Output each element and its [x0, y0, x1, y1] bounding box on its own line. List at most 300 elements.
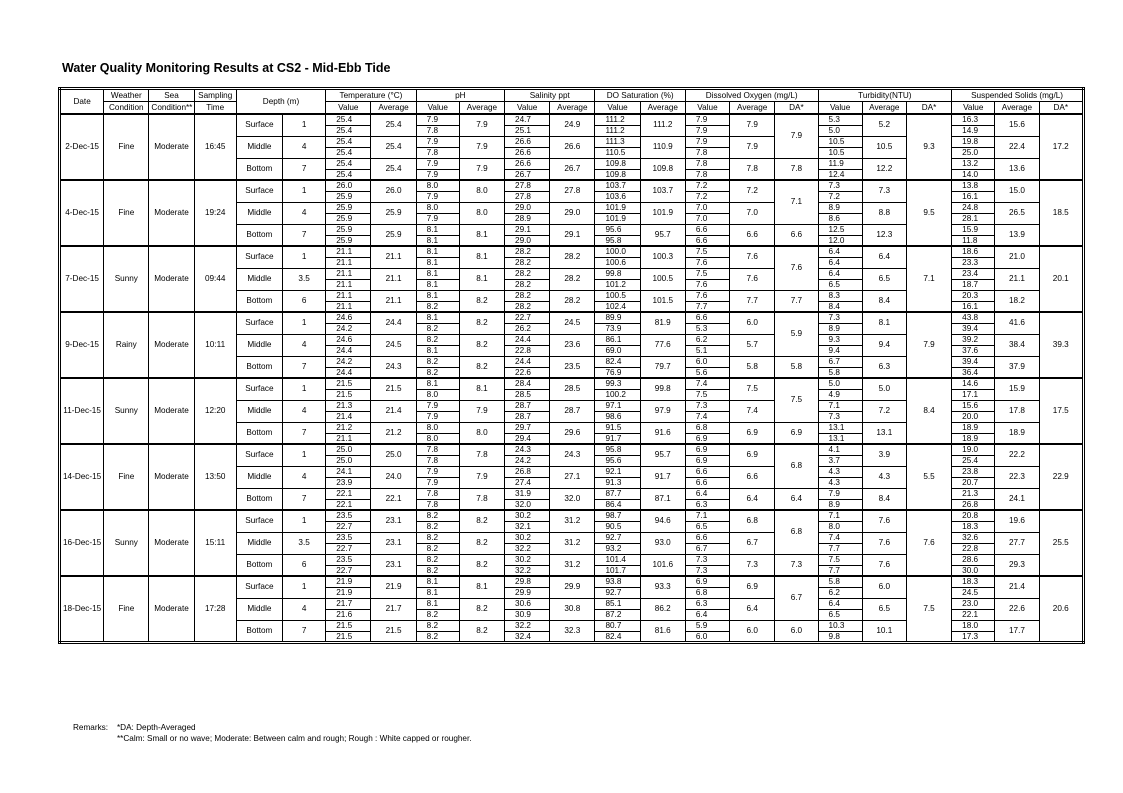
dissolved-oxygen-value: 6.4	[685, 609, 729, 620]
turbidity-value: 6.4	[818, 257, 862, 268]
do-saturation-value: 91.5	[595, 422, 640, 433]
dissolved-oxygen-average: 7.5	[730, 378, 775, 400]
dissolved-oxygen-average: 6.9	[730, 576, 775, 598]
suspended-solids-value: 20.3	[952, 290, 995, 301]
dissolved-oxygen-value: 5.3	[685, 323, 729, 334]
turbidity-average: 6.0	[862, 576, 906, 598]
ph-value: 8.0	[416, 389, 459, 400]
do-saturation-value: 111.2	[595, 114, 640, 125]
dissolved-oxygen-bottom-da: 6.4	[775, 488, 818, 510]
temperature-value: 22.7	[326, 565, 371, 576]
turbidity-value: 6.5	[818, 279, 862, 290]
sampling-time-cell: 09:44	[194, 246, 236, 312]
turbidity-average: 6.5	[862, 268, 906, 290]
temperature-average: 21.7	[371, 598, 416, 620]
suspended-solids-da: 17.2	[1039, 114, 1083, 180]
header-sampling: Sampling	[194, 89, 236, 102]
salinity-average: 30.8	[550, 598, 595, 620]
depth-level-cell: Bottom	[236, 356, 282, 378]
depth-value-cell: 1	[283, 510, 326, 532]
ph-value: 8.2	[416, 554, 459, 565]
dissolved-oxygen-value: 7.0	[685, 213, 729, 224]
dissolved-oxygen-bottom-da: 6.0	[775, 620, 818, 642]
do-saturation-average: 87.1	[640, 488, 685, 510]
dissolved-oxygen-average: 7.6	[730, 246, 775, 268]
suspended-solids-average: 13.6	[995, 158, 1039, 180]
turbidity-average: 10.5	[862, 136, 906, 158]
dissolved-oxygen-value: 6.7	[685, 543, 729, 554]
salinity-value: 30.2	[505, 510, 550, 521]
weather-cell: Sunny	[104, 378, 149, 444]
ph-value: 8.2	[416, 334, 459, 345]
ph-average: 7.8	[459, 444, 504, 466]
dissolved-oxygen-value: 6.9	[685, 576, 729, 587]
suspended-solids-average: 37.9	[995, 356, 1039, 378]
dissolved-oxygen-value: 7.2	[685, 180, 729, 191]
salinity-value: 24.2	[505, 455, 550, 466]
salinity-value: 32.2	[505, 565, 550, 576]
salinity-value: 27.8	[505, 191, 550, 202]
temperature-value: 21.2	[326, 422, 371, 433]
suspended-solids-value: 17.3	[952, 631, 995, 642]
suspended-solids-value: 18.3	[952, 521, 995, 532]
do-saturation-average: 100.5	[640, 268, 685, 290]
turbidity-value: 3.7	[818, 455, 862, 466]
turbidity-average: 5.0	[862, 378, 906, 400]
suspended-solids-value: 23.4	[952, 268, 995, 279]
salinity-value: 32.4	[505, 631, 550, 642]
ph-value: 8.2	[416, 620, 459, 631]
temperature-average: 25.4	[371, 114, 416, 136]
salinity-value: 28.7	[505, 400, 550, 411]
ph-average: 7.9	[459, 158, 504, 180]
dissolved-oxygen-average: 7.7	[730, 290, 775, 312]
salinity-value: 29.0	[505, 202, 550, 213]
turbidity-value: 5.8	[818, 367, 862, 378]
sampling-time-cell: 17:28	[194, 576, 236, 642]
depth-level-cell: Middle	[236, 268, 282, 290]
temperature-value: 21.9	[326, 576, 371, 587]
salinity-average: 23.6	[550, 334, 595, 356]
turbidity-value: 4.3	[818, 466, 862, 477]
turbidity-value: 5.3	[818, 114, 862, 125]
salinity-average: 26.6	[550, 136, 595, 158]
do-saturation-value: 80.7	[595, 620, 640, 631]
dissolved-oxygen-average: 6.9	[730, 444, 775, 466]
salinity-value: 27.4	[505, 477, 550, 488]
temperature-value: 21.1	[326, 433, 371, 444]
suspended-solids-value: 14.9	[952, 125, 995, 136]
temperature-value: 25.9	[326, 224, 371, 235]
do-saturation-value: 99.3	[595, 378, 640, 389]
header-suspended-solids: Suspended Solids (mg/L)	[952, 89, 1084, 102]
salinity-average: 29.1	[550, 224, 595, 246]
turbidity-value: 12.5	[818, 224, 862, 235]
depth-level-cell: Surface	[236, 114, 282, 136]
salinity-value: 24.4	[505, 334, 550, 345]
depth-level-cell: Bottom	[236, 620, 282, 642]
header-dissolved-oxygen: Dissolved Oxygen (mg/L)	[685, 89, 818, 102]
dissolved-oxygen-average: 7.8	[730, 158, 775, 180]
suspended-solids-value: 17.1	[952, 389, 995, 400]
sampling-time-cell: 13:50	[194, 444, 236, 510]
dissolved-oxygen-average: 7.2	[730, 180, 775, 202]
header-do-da: DA*	[775, 102, 818, 115]
do-saturation-average: 99.8	[640, 378, 685, 400]
header-turbidity: Turbidity(NTU)	[818, 89, 952, 102]
dissolved-oxygen-da: 7.5	[775, 378, 818, 422]
temperature-value: 21.1	[326, 246, 371, 257]
do-saturation-value: 95.8	[595, 235, 640, 246]
suspended-solids-value: 20.8	[952, 510, 995, 521]
depth-level-cell: Surface	[236, 576, 282, 598]
ph-value: 8.1	[416, 257, 459, 268]
sea-condition-cell: Moderate	[149, 312, 194, 378]
dissolved-oxygen-average: 5.8	[730, 356, 775, 378]
header-ss-average: Average	[995, 102, 1039, 115]
header-depth: Depth (m)	[236, 89, 325, 115]
ph-average: 8.2	[459, 598, 504, 620]
turbidity-value: 13.1	[818, 433, 862, 444]
turbidity-value: 9.4	[818, 345, 862, 356]
dissolved-oxygen-value: 6.3	[685, 598, 729, 609]
ph-value: 8.2	[416, 631, 459, 642]
ph-value: 8.0	[416, 202, 459, 213]
remark-depth-averaged: *DA: Depth-Averaged	[117, 723, 196, 732]
do-saturation-value: 91.7	[595, 433, 640, 444]
header-ph-average: Average	[459, 102, 504, 115]
salinity-average: 31.2	[550, 554, 595, 576]
salinity-value: 28.2	[505, 268, 550, 279]
ph-value: 8.0	[416, 180, 459, 191]
turbidity-value: 7.3	[818, 312, 862, 323]
do-saturation-average: 93.3	[640, 576, 685, 598]
temperature-value: 21.5	[326, 389, 371, 400]
depth-level-cell: Surface	[236, 246, 282, 268]
suspended-solids-value: 18.3	[952, 576, 995, 587]
turbidity-average: 7.3	[862, 180, 906, 202]
salinity-average: 27.8	[550, 180, 595, 202]
dissolved-oxygen-value: 6.0	[685, 356, 729, 367]
ph-value: 8.1	[416, 576, 459, 587]
temperature-value: 21.7	[326, 598, 371, 609]
ph-average: 8.1	[459, 378, 504, 400]
suspended-solids-value: 43.8	[952, 312, 995, 323]
turbidity-da: 7.6	[906, 510, 951, 576]
salinity-value: 28.2	[505, 279, 550, 290]
ph-value: 7.9	[416, 114, 459, 125]
salinity-average: 26.7	[550, 158, 595, 180]
turbidity-average: 8.8	[862, 202, 906, 224]
do-saturation-value: 92.7	[595, 587, 640, 598]
weather-cell: Fine	[104, 114, 149, 180]
dissolved-oxygen-value: 7.6	[685, 290, 729, 301]
dissolved-oxygen-average: 7.3	[730, 554, 775, 576]
dissolved-oxygen-average: 7.9	[730, 136, 775, 158]
weather-cell: Fine	[104, 180, 149, 246]
do-saturation-value: 87.7	[595, 488, 640, 499]
salinity-value: 22.8	[505, 345, 550, 356]
suspended-solids-average: 15.9	[995, 378, 1039, 400]
temperature-average: 25.4	[371, 158, 416, 180]
temperature-value: 21.1	[326, 301, 371, 312]
ph-value: 7.9	[416, 169, 459, 180]
ph-value: 8.2	[416, 301, 459, 312]
header-ss-da: DA*	[1039, 102, 1083, 115]
salinity-value: 32.1	[505, 521, 550, 532]
ph-value: 8.2	[416, 510, 459, 521]
salinity-average: 29.9	[550, 576, 595, 598]
ph-value: 8.1	[416, 345, 459, 356]
weather-cell: Fine	[104, 576, 149, 642]
header-turb-value: Value	[818, 102, 862, 115]
header-turb-da: DA*	[906, 102, 951, 115]
depth-value-cell: 4	[283, 334, 326, 356]
date-cell: 4-Dec-15	[60, 180, 104, 246]
do-saturation-average: 97.9	[640, 400, 685, 422]
turbidity-value: 6.4	[818, 268, 862, 279]
ph-value: 7.9	[416, 191, 459, 202]
do-saturation-average: 109.8	[640, 158, 685, 180]
do-saturation-value: 90.5	[595, 521, 640, 532]
temperature-value: 25.9	[326, 235, 371, 246]
remarks-label: Remarks:	[73, 723, 109, 732]
suspended-solids-value: 14.0	[952, 169, 995, 180]
turbidity-value: 6.5	[818, 609, 862, 620]
suspended-solids-average: 17.8	[995, 400, 1039, 422]
dissolved-oxygen-bottom-da: 6.9	[775, 422, 818, 444]
ph-value: 8.1	[416, 224, 459, 235]
sampling-time-cell: 19:24	[194, 180, 236, 246]
depth-level-cell: Surface	[236, 378, 282, 400]
dissolved-oxygen-value: 6.9	[685, 433, 729, 444]
ph-average: 8.0	[459, 180, 504, 202]
dissolved-oxygen-value: 7.3	[685, 400, 729, 411]
salinity-average: 29.0	[550, 202, 595, 224]
ph-value: 8.0	[416, 422, 459, 433]
dissolved-oxygen-value: 7.5	[685, 268, 729, 279]
do-saturation-value: 111.2	[595, 125, 640, 136]
table-row	[60, 114, 1084, 125]
do-saturation-value: 95.6	[595, 224, 640, 235]
suspended-solids-value: 16.3	[952, 114, 995, 125]
suspended-solids-average: 13.9	[995, 224, 1039, 246]
turbidity-value: 6.7	[818, 356, 862, 367]
turbidity-value: 7.7	[818, 543, 862, 554]
dissolved-oxygen-value: 6.0	[685, 631, 729, 642]
do-saturation-average: 93.0	[640, 532, 685, 554]
ph-average: 8.2	[459, 532, 504, 554]
temperature-average: 24.5	[371, 334, 416, 356]
ph-average: 8.1	[459, 246, 504, 268]
temperature-value: 23.5	[326, 554, 371, 565]
sampling-time-cell: 10:11	[194, 312, 236, 378]
dissolved-oxygen-value: 7.3	[685, 554, 729, 565]
remark-sea-condition: **Calm: Small or no wave; Moderate: Between calm and rough; Rough : White capped or rougher.	[117, 734, 472, 743]
turbidity-average: 7.6	[862, 532, 906, 554]
depth-value-cell: 7	[283, 224, 326, 246]
ph-value: 7.9	[416, 411, 459, 422]
temperature-average: 21.4	[371, 400, 416, 422]
suspended-solids-value: 36.4	[952, 367, 995, 378]
weather-cell: Sunny	[104, 246, 149, 312]
ph-average: 7.9	[459, 466, 504, 488]
header-sea-condition: Condition**	[149, 102, 194, 115]
suspended-solids-da: 20.6	[1039, 576, 1083, 642]
depth-value-cell: 1	[283, 576, 326, 598]
ph-average: 8.2	[459, 290, 504, 312]
turbidity-value: 8.4	[818, 301, 862, 312]
temperature-average: 21.2	[371, 422, 416, 444]
do-saturation-value: 100.0	[595, 246, 640, 257]
header-turb-average: Average	[862, 102, 906, 115]
depth-value-cell: 1	[283, 378, 326, 400]
salinity-value: 32.2	[505, 543, 550, 554]
do-saturation-value: 73.9	[595, 323, 640, 334]
temperature-value: 24.6	[326, 312, 371, 323]
ph-value: 7.8	[416, 125, 459, 136]
temperature-value: 24.4	[326, 345, 371, 356]
turbidity-value: 12.4	[818, 169, 862, 180]
suspended-solids-average: 27.7	[995, 532, 1039, 554]
ph-average: 8.0	[459, 202, 504, 224]
depth-value-cell: 3.5	[283, 532, 326, 554]
ph-value: 7.9	[416, 400, 459, 411]
do-saturation-average: 110.9	[640, 136, 685, 158]
sea-condition-cell: Moderate	[149, 246, 194, 312]
salinity-value: 30.2	[505, 532, 550, 543]
depth-level-cell: Bottom	[236, 158, 282, 180]
salinity-value: 29.8	[505, 576, 550, 587]
turbidity-average: 7.6	[862, 510, 906, 532]
temperature-value: 21.3	[326, 400, 371, 411]
page-title: Water Quality Monitoring Results at CS2 - Mid-Ebb Tide	[62, 61, 391, 75]
date-cell: 16-Dec-15	[60, 510, 104, 576]
sampling-time-cell: 15:11	[194, 510, 236, 576]
sampling-time-cell: 16:45	[194, 114, 236, 180]
salinity-value: 29.1	[505, 224, 550, 235]
do-saturation-average: 91.6	[640, 422, 685, 444]
dissolved-oxygen-average: 7.6	[730, 268, 775, 290]
salinity-value: 32.2	[505, 620, 550, 631]
turbidity-value: 5.0	[818, 125, 862, 136]
salinity-value: 30.2	[505, 554, 550, 565]
dissolved-oxygen-value: 7.1	[685, 510, 729, 521]
header-sal-value: Value	[505, 102, 550, 115]
suspended-solids-value: 21.3	[952, 488, 995, 499]
temperature-value: 25.0	[326, 455, 371, 466]
salinity-value: 26.2	[505, 323, 550, 334]
suspended-solids-average: 29.3	[995, 554, 1039, 576]
dissolved-oxygen-value: 6.4	[685, 488, 729, 499]
weather-cell: Rainy	[104, 312, 149, 378]
ph-value: 8.2	[416, 543, 459, 554]
do-saturation-value: 85.1	[595, 598, 640, 609]
salinity-average: 29.6	[550, 422, 595, 444]
header-weather-condition: Condition	[104, 102, 149, 115]
suspended-solids-value: 23.3	[952, 257, 995, 268]
do-saturation-average: 101.6	[640, 554, 685, 576]
suspended-solids-value: 15.6	[952, 400, 995, 411]
dissolved-oxygen-average: 6.6	[730, 224, 775, 246]
suspended-solids-value: 23.0	[952, 598, 995, 609]
do-saturation-value: 97.1	[595, 400, 640, 411]
salinity-value: 28.4	[505, 378, 550, 389]
ph-value: 7.9	[416, 213, 459, 224]
depth-value-cell: 7	[283, 488, 326, 510]
salinity-value: 28.2	[505, 246, 550, 257]
depth-level-cell: Middle	[236, 466, 282, 488]
salinity-value: 26.6	[505, 136, 550, 147]
header-temp-value: Value	[326, 102, 371, 115]
depth-value-cell: 1	[283, 180, 326, 202]
temperature-value: 21.1	[326, 268, 371, 279]
turbidity-value: 13.1	[818, 422, 862, 433]
temperature-value: 21.1	[326, 257, 371, 268]
suspended-solids-value: 30.0	[952, 565, 995, 576]
ph-value: 8.2	[416, 609, 459, 620]
do-saturation-value: 103.6	[595, 191, 640, 202]
header-ph-value: Value	[416, 102, 459, 115]
turbidity-average: 10.1	[862, 620, 906, 642]
turbidity-da: 7.1	[906, 246, 951, 312]
do-saturation-average: 81.6	[640, 620, 685, 642]
dissolved-oxygen-average: 6.4	[730, 488, 775, 510]
suspended-solids-average: 15.6	[995, 114, 1039, 136]
table-row	[60, 246, 1084, 257]
salinity-value: 29.0	[505, 235, 550, 246]
temperature-value: 21.1	[326, 290, 371, 301]
turbidity-value: 7.7	[818, 565, 862, 576]
do-saturation-average: 79.7	[640, 356, 685, 378]
temperature-average: 21.1	[371, 246, 416, 268]
temperature-average: 23.1	[371, 532, 416, 554]
do-saturation-value: 103.7	[595, 180, 640, 191]
temperature-value: 24.6	[326, 334, 371, 345]
do-saturation-value: 93.8	[595, 576, 640, 587]
ph-average: 8.2	[459, 356, 504, 378]
suspended-solids-value: 39.4	[952, 323, 995, 334]
ph-value: 7.9	[416, 466, 459, 477]
suspended-solids-value: 19.0	[952, 444, 995, 455]
dissolved-oxygen-value: 5.9	[685, 620, 729, 631]
turbidity-value: 5.8	[818, 576, 862, 587]
salinity-value: 26.7	[505, 169, 550, 180]
ph-value: 7.8	[416, 147, 459, 158]
salinity-value: 28.5	[505, 389, 550, 400]
dissolved-oxygen-value: 7.4	[685, 411, 729, 422]
salinity-value: 28.2	[505, 257, 550, 268]
turbidity-value: 6.4	[818, 246, 862, 257]
turbidity-value: 7.9	[818, 488, 862, 499]
salinity-value: 24.7	[505, 114, 550, 125]
date-group	[60, 180, 1084, 246]
suspended-solids-value: 16.1	[952, 301, 995, 312]
header-date: Date	[60, 89, 104, 115]
ph-average: 8.2	[459, 334, 504, 356]
ph-value: 7.9	[416, 136, 459, 147]
ph-average: 7.8	[459, 488, 504, 510]
turbidity-da: 9.5	[906, 180, 951, 246]
salinity-value: 25.1	[505, 125, 550, 136]
ph-average: 8.2	[459, 620, 504, 642]
temperature-value: 25.9	[326, 191, 371, 202]
turbidity-value: 7.3	[818, 180, 862, 191]
depth-value-cell: 6	[283, 290, 326, 312]
depth-level-cell: Surface	[236, 510, 282, 532]
ph-value: 7.8	[416, 444, 459, 455]
suspended-solids-average: 26.5	[995, 202, 1039, 224]
